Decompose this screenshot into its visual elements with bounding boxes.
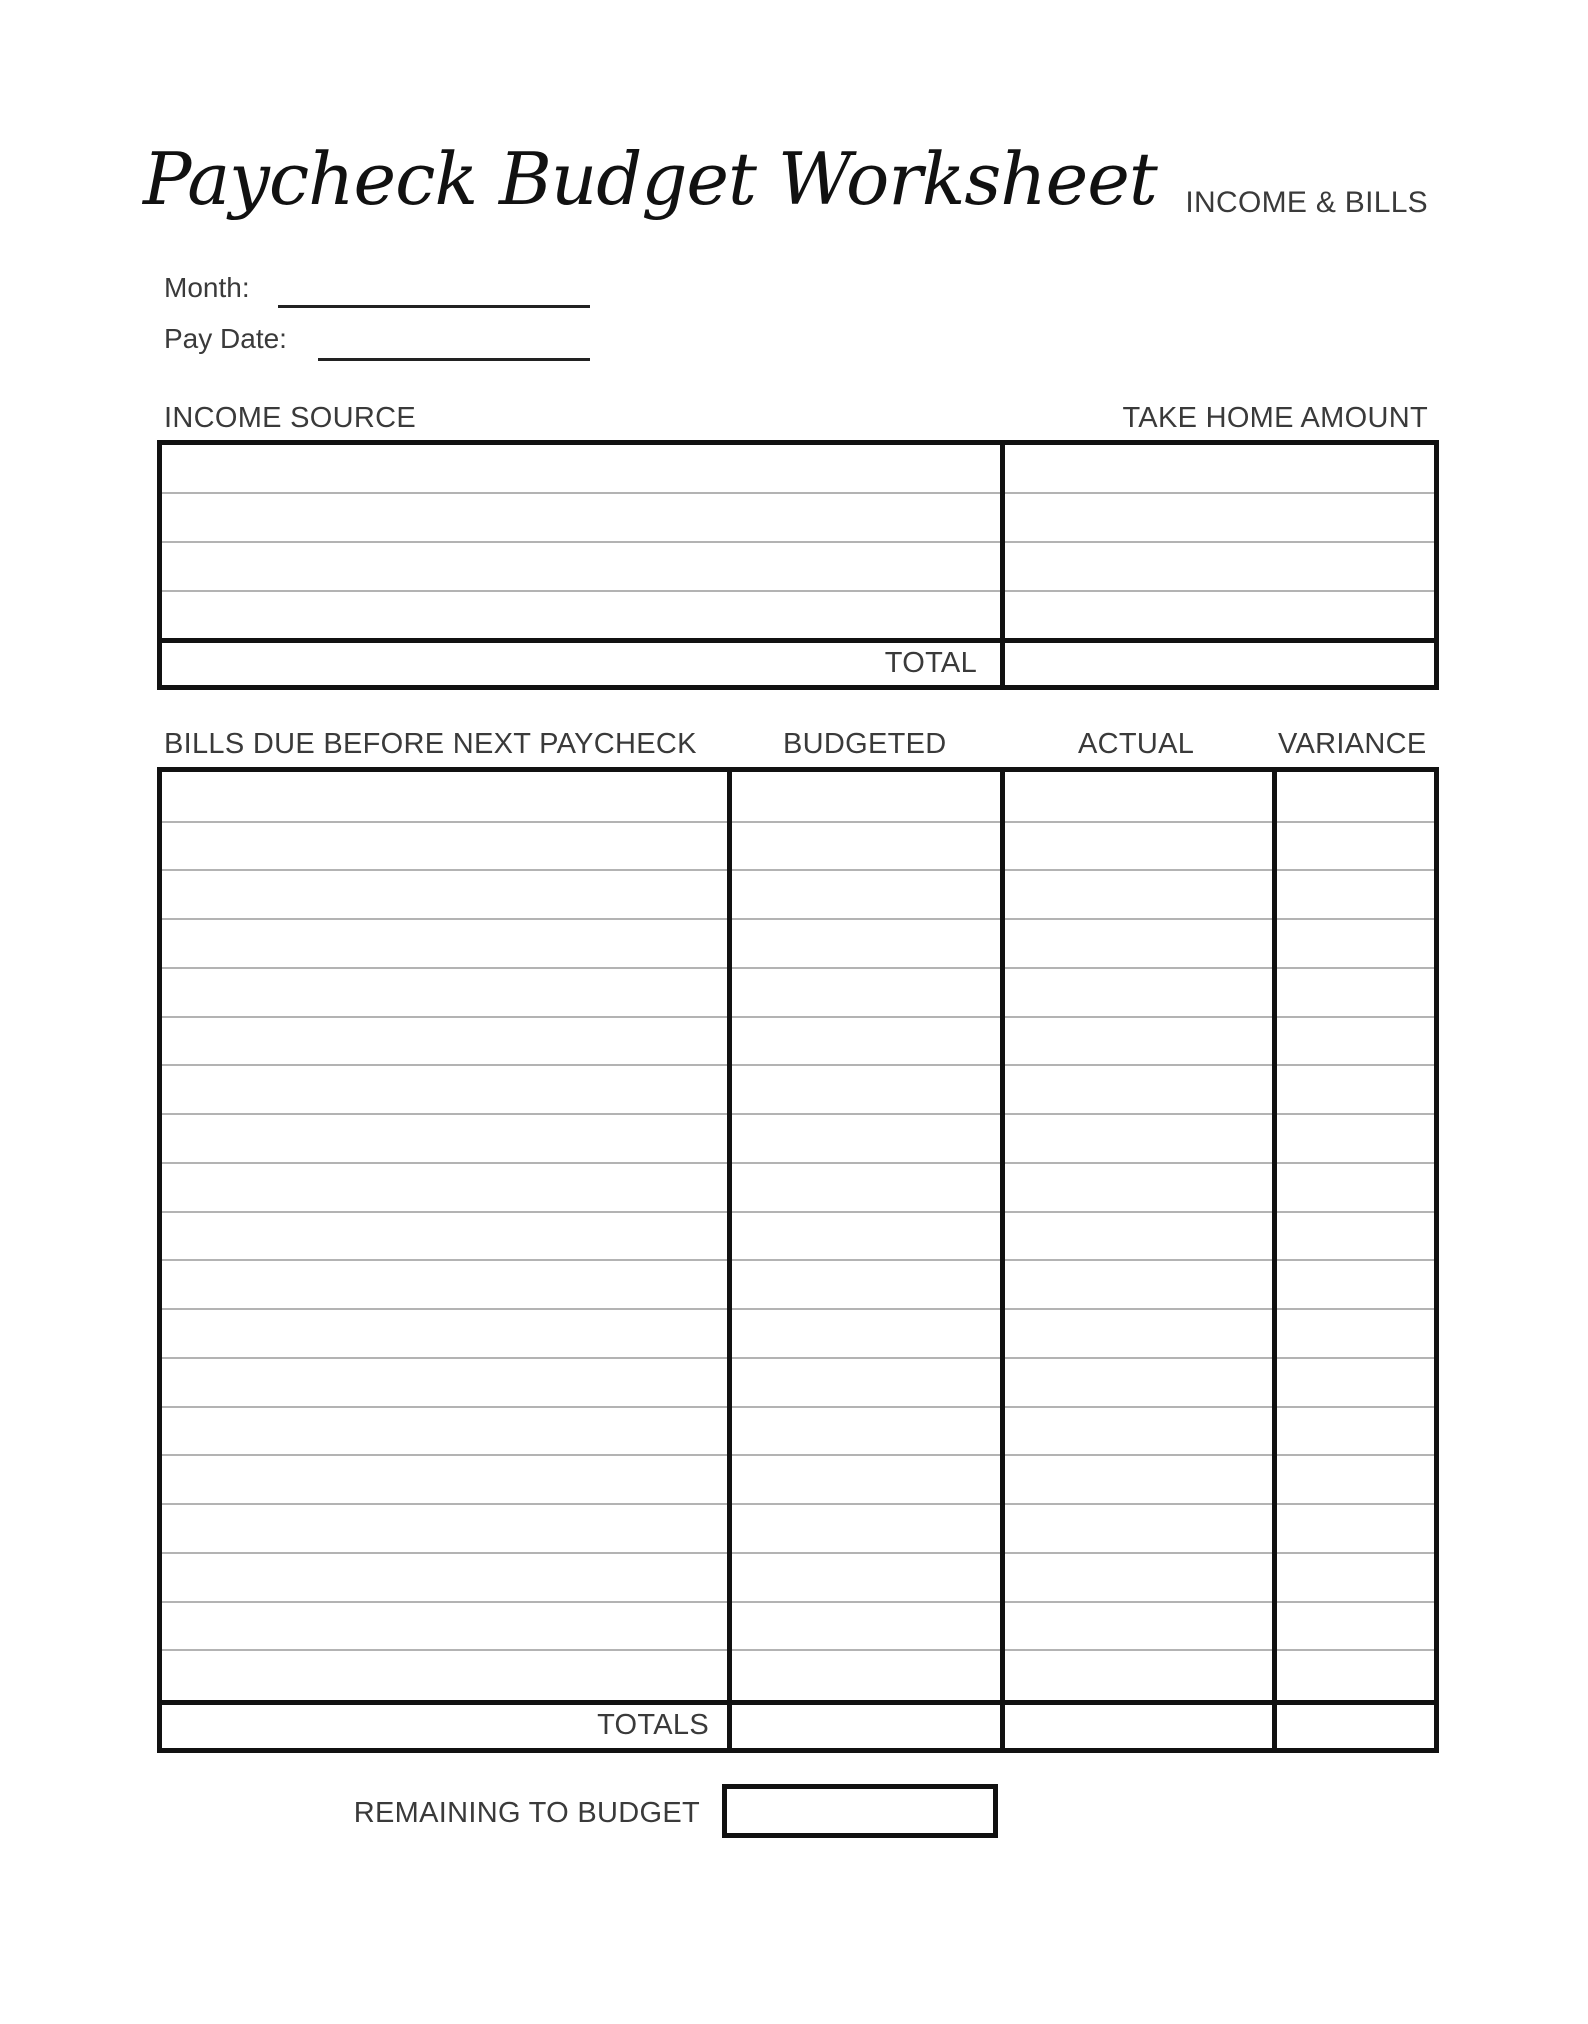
page-title: Paycheck Budget Worksheet (143, 137, 1157, 221)
take-home-amount-cells[interactable] (1005, 445, 1434, 637)
income-source-heading: INCOME SOURCE (164, 402, 417, 434)
pay-date-field[interactable] (318, 358, 590, 361)
bill-name-cells[interactable] (162, 772, 725, 1698)
month-label: Month: (164, 272, 250, 303)
pay-date-label: Pay Date: (164, 323, 287, 354)
budgeted-total-cell[interactable] (732, 1705, 998, 1748)
bills-table (157, 767, 1439, 1753)
income-total-cell[interactable] (1005, 643, 1434, 685)
budgeted-cells[interactable] (732, 772, 998, 1698)
actual-heading: ACTUAL (1078, 728, 1195, 760)
income-table (157, 440, 1439, 690)
actual-total-cell[interactable] (1005, 1705, 1270, 1748)
remaining-to-budget-label: REMAINING TO BUDGET (353, 1797, 700, 1829)
variance-total-cell[interactable] (1277, 1705, 1434, 1748)
bills-heading: BILLS DUE BEFORE NEXT PAYCHECK (164, 728, 697, 760)
income-total-label: TOTAL (884, 647, 977, 679)
page-subtitle: INCOME & BILLS (1185, 186, 1428, 219)
variance-heading: VARIANCE (1278, 728, 1427, 760)
take-home-amount-heading: TAKE HOME AMOUNT (1122, 402, 1428, 434)
variance-cells[interactable] (1277, 772, 1434, 1698)
month-field[interactable] (278, 305, 590, 308)
income-source-cells[interactable] (162, 445, 998, 637)
remaining-to-budget-field[interactable] (722, 1784, 998, 1838)
budgeted-heading: BUDGETED (783, 728, 947, 760)
actual-cells[interactable] (1005, 772, 1270, 1698)
bills-totals-label: TOTALS (597, 1709, 709, 1741)
